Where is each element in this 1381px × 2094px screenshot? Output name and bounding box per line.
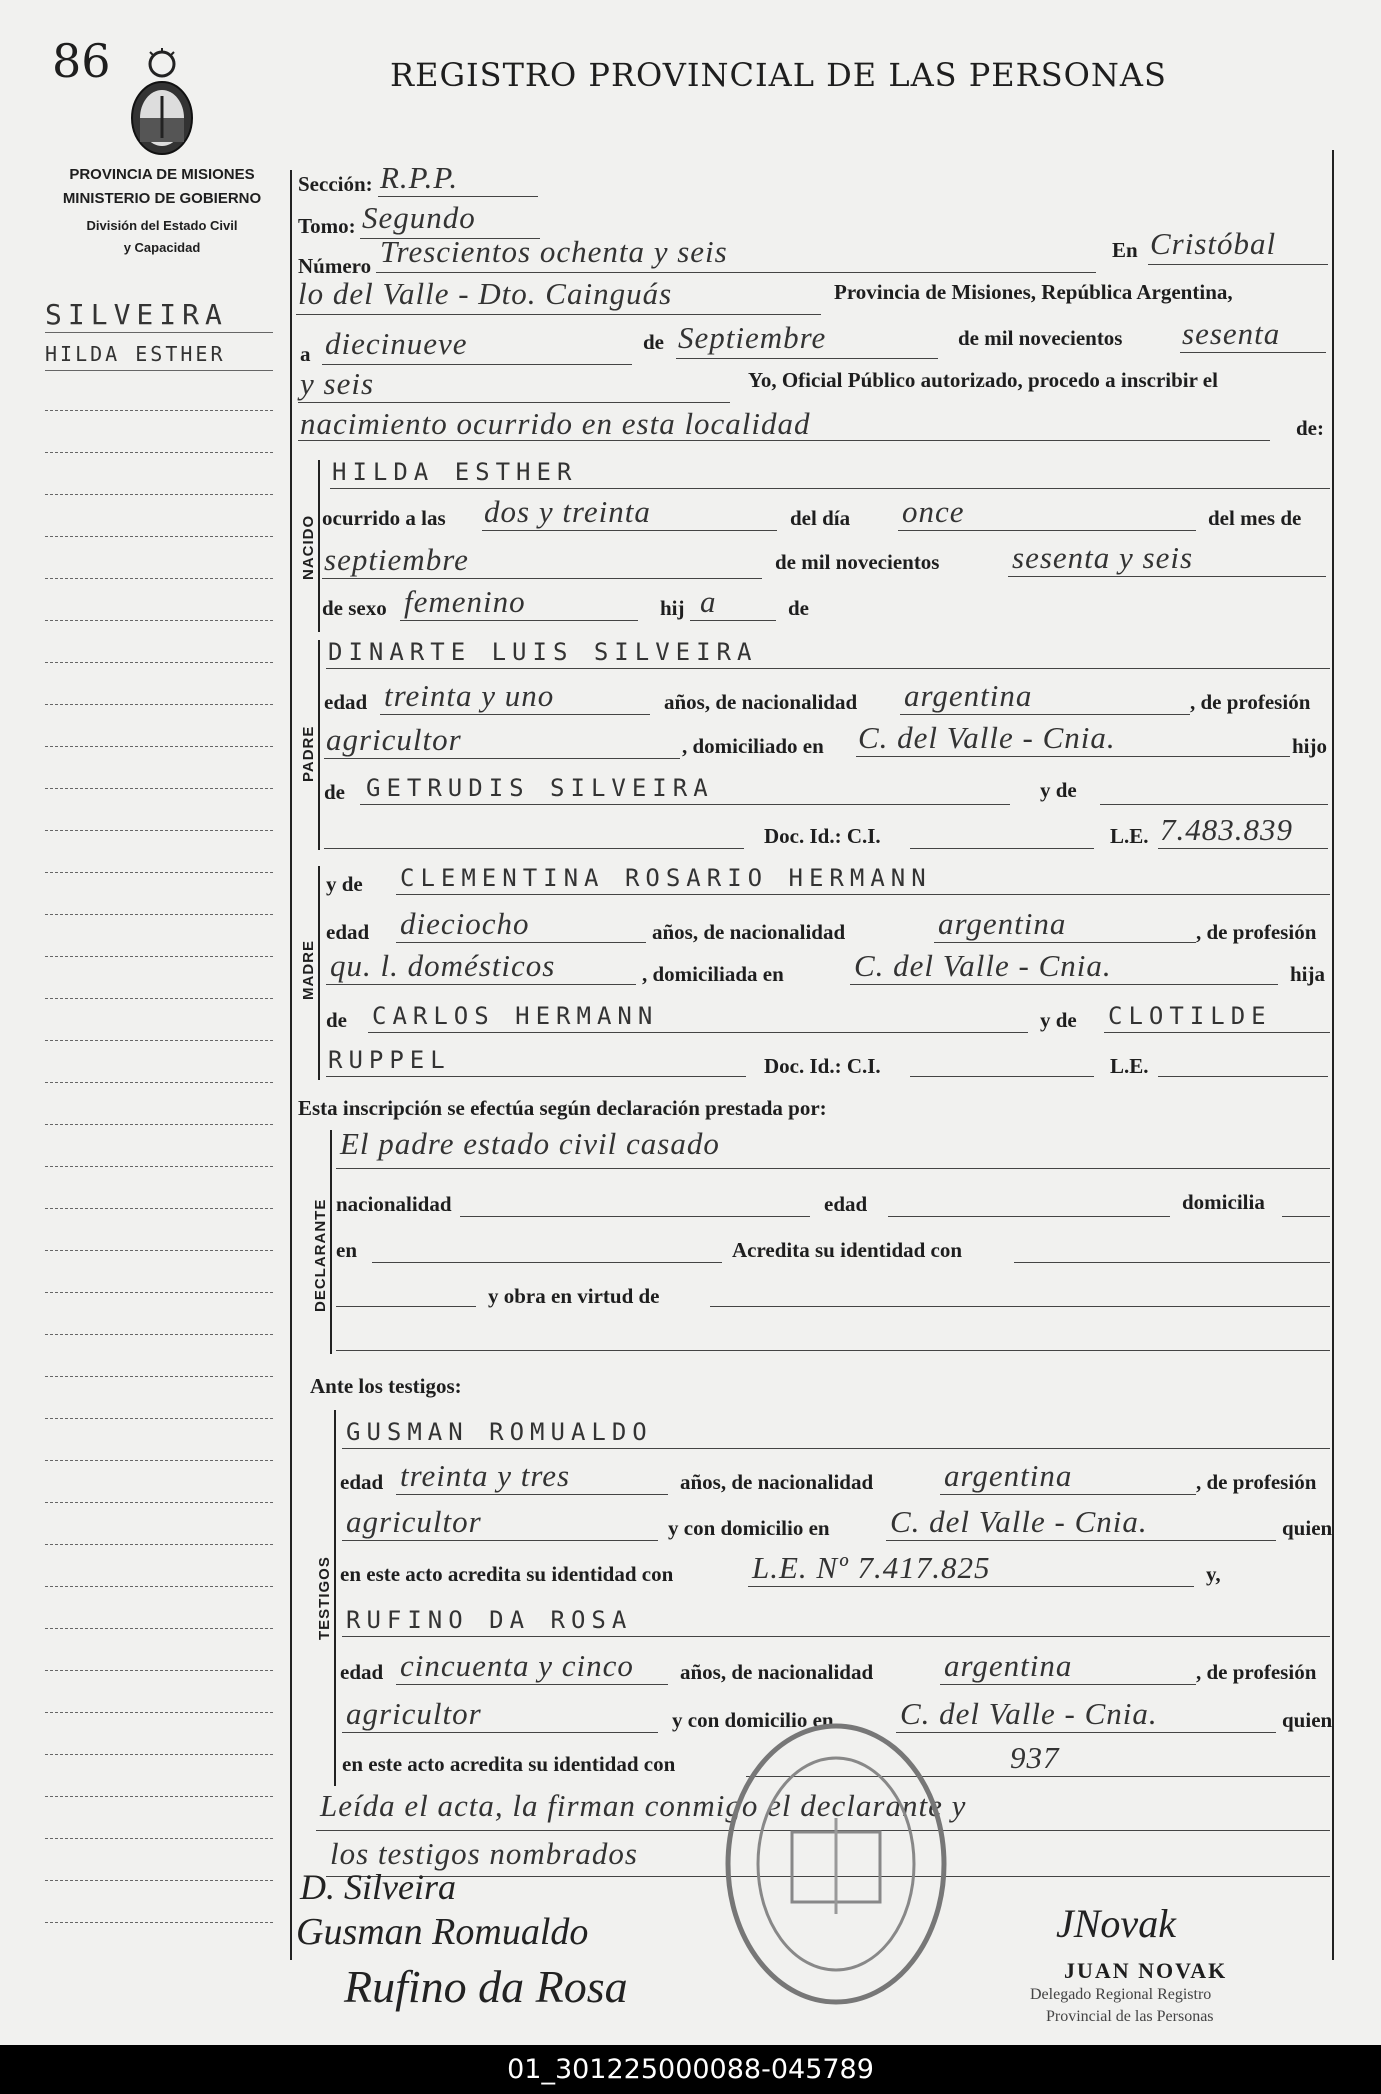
nacido-de-label: de (788, 596, 809, 620)
margin-rule (45, 1670, 273, 1671)
nacido-anio: sesenta y seis (1012, 540, 1194, 575)
testigo2-nacionalidad: argentina (944, 1648, 1073, 1683)
org-ministry: MINISTERIO DE GOBIERNO (62, 190, 262, 207)
margin-rule (45, 452, 273, 453)
tomo-value: Segundo (362, 200, 476, 235)
testigos-section-label: TESTIGOS (316, 1556, 333, 1640)
sexo-label: de sexo (322, 596, 387, 620)
madre-madre-de-1: CLOTILDE (1108, 1002, 1272, 1030)
nacido-mil-label: de mil novecientos (775, 550, 940, 574)
margin-rule (45, 1166, 273, 1167)
padre-bracket (318, 640, 320, 850)
madre-de-label: de (326, 1008, 347, 1032)
testigo2-edad-label: edad (340, 1660, 384, 1684)
hij-label: hij (660, 596, 685, 620)
footer-id: 01_301225000088-045789 (0, 2045, 1381, 2094)
firma-declarante: D. Silveira (300, 1867, 456, 1907)
firma-testigo-1: Gusman Romualdo (296, 1911, 589, 1953)
margin-rule (45, 410, 273, 411)
madre-prof-label: , de profesión (1196, 920, 1317, 944)
del-dia-label: del día (790, 506, 851, 530)
mes-registro: Septiembre (678, 320, 827, 355)
declarante-section-label: DECLARANTE (312, 1198, 329, 1312)
acto-text: nacimiento ocurrido en esta localidad (300, 406, 811, 441)
a-label: a (300, 342, 311, 366)
page-title: REGISTRO PROVINCIAL DE LAS PERSONAS (390, 56, 1167, 94)
declarante-domicilia-label: domicilia (1182, 1190, 1265, 1214)
official-stamp-icon (716, 1714, 956, 2014)
declarante-acredita-label: Acredita su identidad con (732, 1238, 963, 1262)
margin-rule (45, 536, 273, 537)
margin-rule (45, 1460, 273, 1461)
right-border (1332, 150, 1334, 1960)
testigo2-prof-label: , de profesión (1196, 1660, 1317, 1684)
madre-nacionalidad: argentina (938, 906, 1067, 941)
margin-rule (45, 1502, 273, 1503)
ocurrido-label: ocurrido a las (322, 506, 446, 530)
margin-rule (45, 1544, 273, 1545)
left-border (290, 170, 292, 1960)
madre-bracket (318, 866, 320, 1080)
numero-value: Trescientos ochenta y seis (380, 234, 728, 269)
madre-hija-label: hija (1290, 962, 1326, 986)
madre-domicilio: C. del Valle - Cnia. (854, 948, 1112, 983)
org-capacity: y Capacidad (123, 240, 201, 255)
margin-rule (45, 1922, 273, 1923)
nacido-dia: once (902, 494, 965, 529)
testigo2-nac-label: años, de nacionalidad (680, 1660, 874, 1684)
testigo1-quien-label: quien (1282, 1516, 1333, 1540)
declarante-intro: Esta inscripción se efectúa según declaración prestada por: (298, 1096, 827, 1120)
padre-nac-label: años, de nacionalidad (664, 690, 858, 714)
testigo1-prof-label: , de profesión (1196, 1470, 1317, 1494)
madre-yde-label: y de (326, 872, 363, 896)
testigo2-profesion: agricultor (346, 1696, 482, 1731)
declarante-en-label: en (336, 1238, 357, 1262)
testigo2-id: 937 (1010, 1740, 1060, 1775)
madre-nac-label: años, de nacionalidad (652, 920, 846, 944)
margin-rule (45, 620, 273, 621)
nacido-bracket (318, 460, 320, 632)
madre-padre-de: CARLOS HERMANN (372, 1002, 659, 1030)
margin-rule (45, 830, 273, 831)
margin-rule (45, 1418, 273, 1419)
nacido-hora: dos y treinta (484, 494, 651, 529)
oficial-label: Yo, Oficial Público autorizado, procedo a inscribir el (748, 368, 1218, 392)
padre-section-label: PADRE (300, 725, 317, 782)
margin-rule (45, 662, 273, 663)
de-colon-label: de: (1296, 416, 1324, 440)
seccion-value: R.P.P. (380, 160, 459, 195)
padre-edad: treinta y uno (384, 678, 555, 713)
testigo1-edad-label: edad (340, 1470, 384, 1494)
org-division: División del Estado Civil (86, 218, 238, 233)
margin-rule (45, 1796, 273, 1797)
nacido-mes: septiembre (324, 542, 469, 577)
oficial-nombre: JUAN NOVAK (1064, 1958, 1228, 1983)
margin-given-name: HILDA ESTHER (45, 342, 226, 366)
seccion-label: Sección: (298, 172, 373, 196)
padre-de-label: de (324, 780, 345, 804)
testigo1-domicilio: C. del Valle - Cnia. (890, 1504, 1148, 1539)
margin-rule (45, 956, 273, 957)
page-number: 86 (52, 34, 111, 88)
margin-rule (45, 872, 273, 873)
oficial-cargo-1: Delegado Regional Registro (1030, 1986, 1212, 2003)
tomo-label: Tomo: (298, 214, 356, 238)
padre-edad-label: edad (324, 690, 368, 714)
margin-rule (45, 1124, 273, 1125)
margin-rule (45, 1628, 273, 1629)
testigo2-acredita-label: en este acto acredita su identidad con (342, 1752, 676, 1776)
padre-domicilio: C. del Valle - Cnia. (858, 720, 1116, 755)
org-province: PROVINCIA DE MISIONES (69, 166, 255, 183)
declarante-obra-label: y obra en virtud de (488, 1284, 660, 1308)
testigo1-y-label: y, (1206, 1562, 1221, 1586)
cierre-linea-2: los testigos nombrados (330, 1836, 638, 1871)
padre-hijo-label: hijo (1292, 734, 1328, 758)
testigo1-profesion: agricultor (346, 1504, 482, 1539)
madre-section-label: MADRE (300, 940, 317, 1000)
de-label: de (643, 330, 664, 354)
declarante-edad-label: edad (824, 1192, 868, 1216)
margin-rule (45, 494, 273, 495)
madre-yde2-label: y de (1040, 1008, 1077, 1032)
padre-padre-de: GETRUDIS SILVEIRA (366, 774, 714, 802)
margin-rule (45, 1082, 273, 1083)
testigo1-nac-label: años, de nacionalidad (680, 1470, 874, 1494)
madre-doc-label: Doc. Id.: C.I. (764, 1054, 881, 1078)
margin-rule (45, 1754, 273, 1755)
declarante-nac-label: nacionalidad (336, 1192, 452, 1216)
nacido-nombre: HILDA ESTHER (332, 458, 578, 486)
declarante-bracket (330, 1130, 332, 1354)
margin-rule (45, 1712, 273, 1713)
margin-rule (45, 1334, 273, 1335)
en-label: En (1112, 238, 1138, 262)
padre-nombre: DINARTE LUIS SILVEIRA (328, 638, 758, 666)
testigos-intro: Ante los testigos: (310, 1374, 462, 1398)
testigos-bracket (334, 1410, 336, 1786)
margin-rule (45, 1250, 273, 1251)
margin-rule (45, 1880, 273, 1881)
madre-dom-label: , domiciliada en (642, 962, 784, 986)
margin-rule (45, 746, 273, 747)
margin-rule (45, 704, 273, 705)
padre-profesion: agricultor (326, 722, 462, 757)
madre-nombre: CLEMENTINA ROSARIO HERMANN (400, 864, 932, 892)
cierre-linea-1: Leída el acta, la firman conmigo el declarante y (320, 1788, 967, 1823)
coat-of-arms-icon (122, 48, 202, 160)
testigo1-nacionalidad: argentina (944, 1458, 1073, 1493)
anio-registro-1: sesenta (1182, 316, 1281, 351)
madre-le-label: L.E. (1110, 1054, 1149, 1078)
anio-registro-2: y seis (300, 366, 375, 401)
testigo1-acredita-label: en este acto acredita su identidad con (340, 1562, 674, 1586)
localidad-1: Cristóbal (1150, 226, 1277, 261)
firma-oficial: JNovak (1056, 1901, 1176, 1946)
margin-rule (45, 1292, 273, 1293)
numero-label: Número (298, 254, 372, 278)
testigo2-dom-label: y con domicilio en (672, 1708, 834, 1732)
margin-rule (45, 914, 273, 915)
testigo1-edad: treinta y tres (400, 1458, 571, 1493)
oficial-cargo-2: Provincial de las Personas (1046, 2008, 1214, 2025)
madre-madre-de-2: RUPPEL (328, 1046, 451, 1074)
localidad-2: lo del Valle - Dto. Cainguás (298, 276, 673, 311)
margin-rule (45, 1208, 273, 1209)
testigo2-edad: cincuenta y cinco (400, 1648, 634, 1683)
nacido-sexo: femenino (404, 584, 526, 619)
margin-rule (45, 1586, 273, 1587)
testigo2-nombre: RUFINO DA ROSA (346, 1606, 633, 1634)
dia-registro: diecinueve (325, 326, 468, 361)
margin-rule (45, 1838, 273, 1839)
madre-edad-label: edad (326, 920, 370, 944)
padre-le-label: L.E. (1110, 824, 1149, 848)
margin-rule (45, 998, 273, 999)
padre-nacionalidad: argentina (904, 678, 1033, 713)
hij-suffix: a (700, 584, 717, 619)
firma-testigo-2: Rufino da Rosa (344, 1961, 628, 2012)
margin-rule (45, 1040, 273, 1041)
mes-label: del mes de (1208, 506, 1302, 530)
testigo2-quien-label: quien (1282, 1708, 1333, 1732)
nacido-section-label: NACIDO (300, 514, 317, 580)
testigo1-id: L.E. Nº 7.417.825 (752, 1550, 991, 1585)
mil-label: de mil novecientos (958, 326, 1123, 350)
margin-surname: SILVEIRA (45, 298, 228, 331)
testigo2-domicilio: C. del Valle - Cnia. (900, 1696, 1158, 1731)
margin-rule (45, 788, 273, 789)
padre-prof-label: , de profesión (1190, 690, 1311, 714)
padre-le: 7.483.839 (1160, 812, 1293, 847)
testigo1-nombre: GUSMAN ROMUALDO (346, 1418, 653, 1446)
declarante-nombre: El padre estado civil casado (340, 1126, 720, 1161)
padre-doc-label: Doc. Id.: C.I. (764, 824, 881, 848)
testigo1-dom-label: y con domicilio en (668, 1516, 830, 1540)
provincia-label: Provincia de Misiones, República Argentina, (834, 280, 1233, 304)
padre-dom-label: , domiciliado en (682, 734, 824, 758)
margin-rule (45, 1376, 273, 1377)
padre-yde-label: y de (1040, 778, 1077, 802)
margin-rule (45, 578, 273, 579)
madre-profesion: qu. l. domésticos (330, 948, 556, 983)
madre-edad: dieciocho (400, 906, 530, 941)
